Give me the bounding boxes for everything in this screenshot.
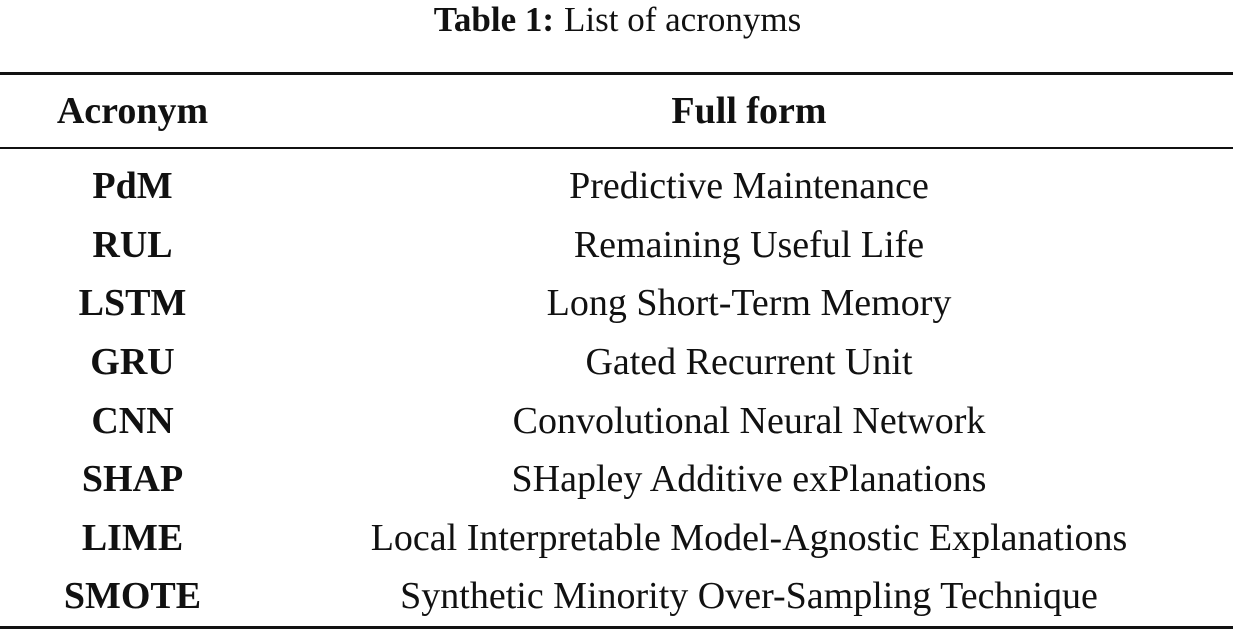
acronym-cell: RUL xyxy=(92,223,173,266)
table-row xyxy=(0,509,1233,568)
column-header-full-form: Full form xyxy=(671,90,827,132)
acronym-cell: PdM xyxy=(92,165,173,208)
full-form-cell: Gated Recurrent Unit xyxy=(585,341,913,384)
table-body xyxy=(0,147,1233,626)
acronym-cell: LIME xyxy=(81,516,184,559)
acronym-cell: SHAP xyxy=(81,458,184,501)
header-row xyxy=(0,75,1233,147)
full-form-cell: Convolutional Neural Network xyxy=(512,399,986,442)
column-header-acronym: Acronym xyxy=(56,90,209,132)
full-form-cell: SHapley Additive exPlanations xyxy=(511,458,987,501)
table-header xyxy=(0,75,1233,147)
full-form-cell: Predictive Maintenance xyxy=(569,165,929,208)
table-row xyxy=(0,274,1233,333)
table-row xyxy=(0,567,1233,626)
caption-text: List of acronyms xyxy=(564,0,802,39)
full-form-cell: Local Interpretable Model-Agnostic Explanations xyxy=(370,516,1128,559)
bottom-rule xyxy=(0,626,1233,629)
table-row xyxy=(0,450,1233,509)
acronym-cell: GRU xyxy=(90,341,175,384)
full-form-cell: Synthetic Minority Over-Sampling Technique xyxy=(400,575,1098,618)
table-row xyxy=(0,391,1233,450)
full-form-cell: Remaining Useful Life xyxy=(573,223,925,266)
table-row xyxy=(0,333,1233,392)
acronym-cell: CNN xyxy=(91,399,174,442)
table-row xyxy=(0,216,1233,275)
acronym-cell: LSTM xyxy=(78,282,187,325)
full-form-cell: Long Short-Term Memory xyxy=(546,282,952,325)
acronym-table xyxy=(0,75,1233,626)
table-row xyxy=(0,147,1233,216)
acronym-cell: SMOTE xyxy=(63,575,202,618)
table-caption xyxy=(0,0,1235,44)
caption-label: Table 1: xyxy=(433,0,555,39)
